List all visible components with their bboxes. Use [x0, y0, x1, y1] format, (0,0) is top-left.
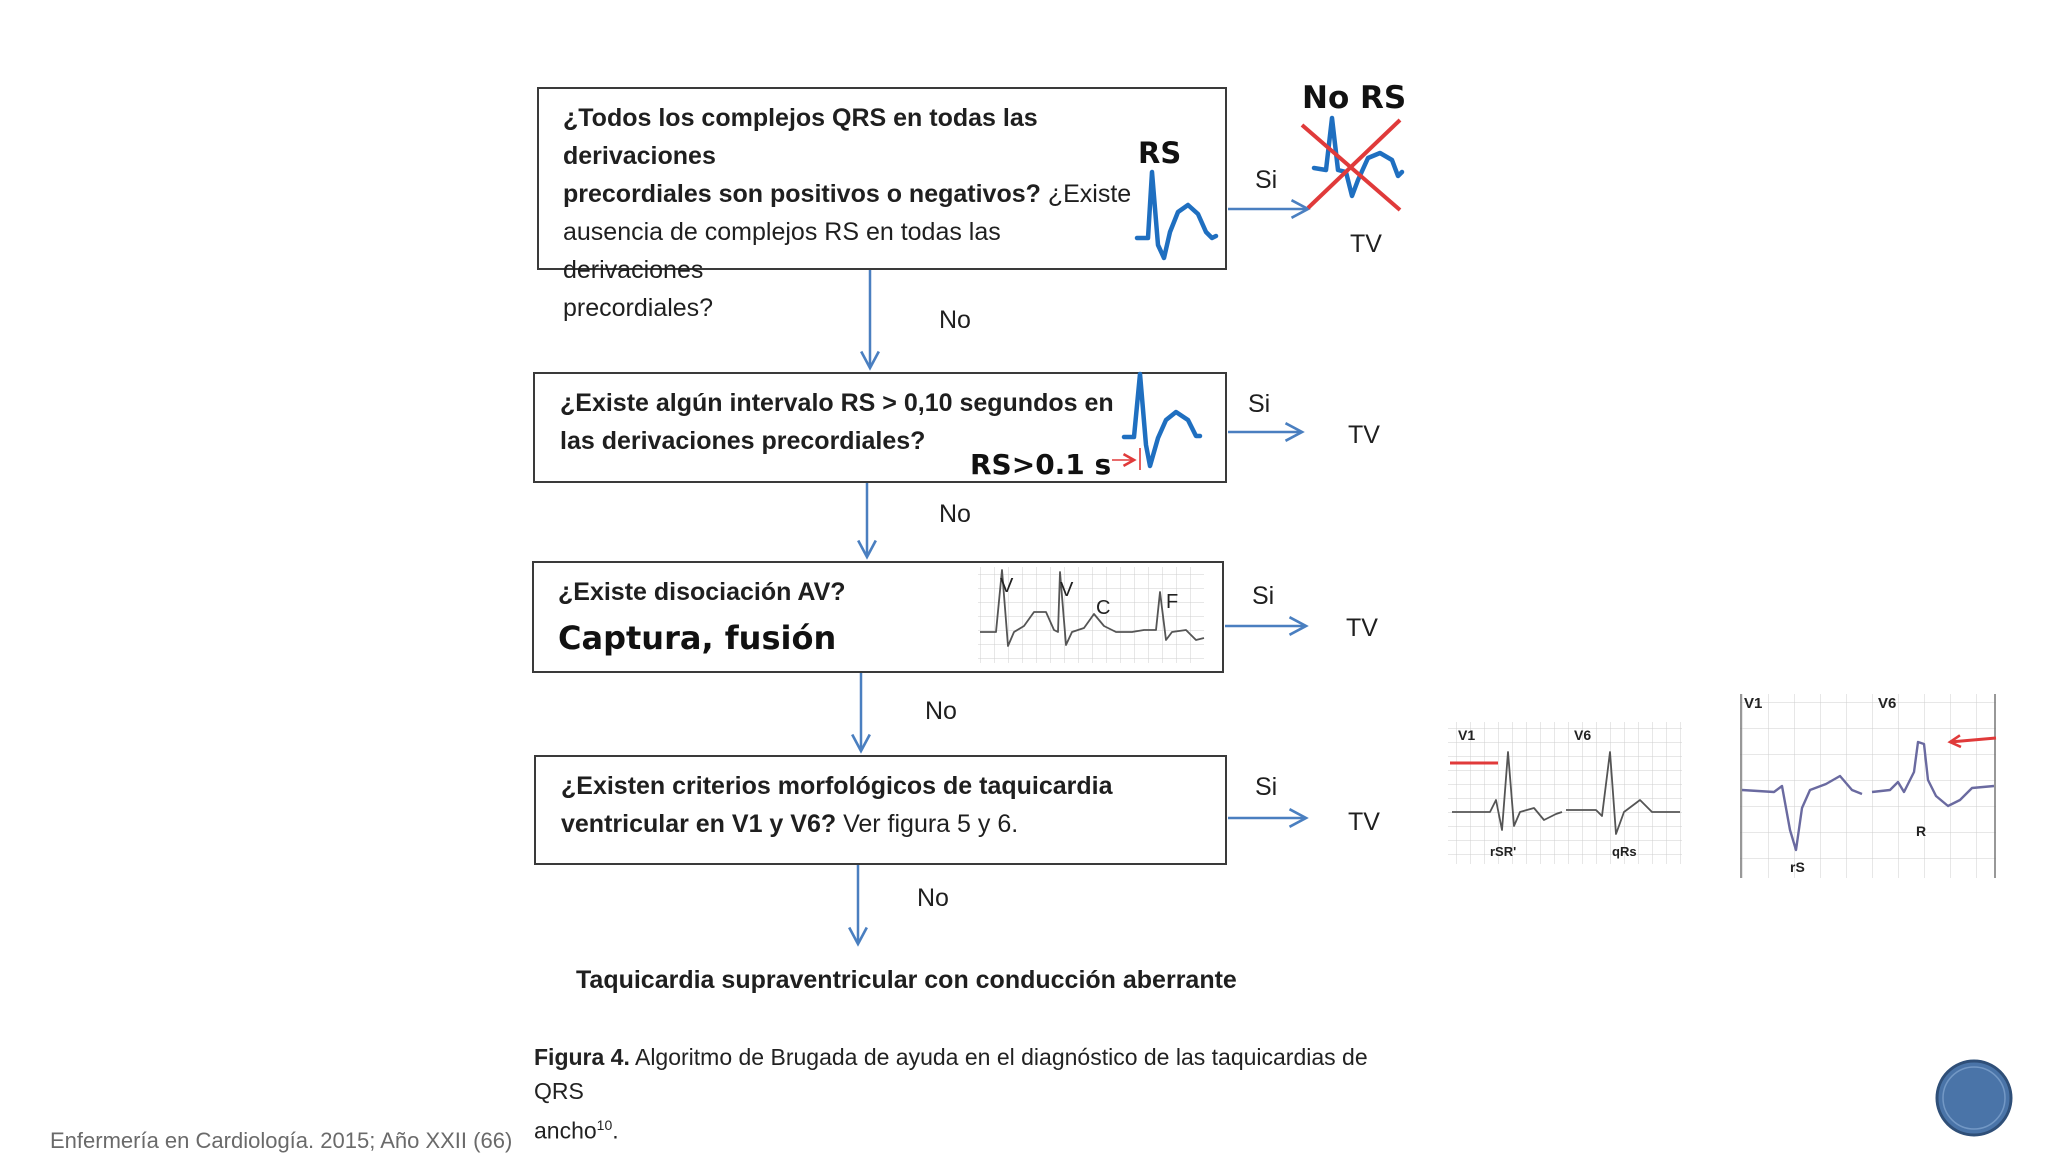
rs-wave-label: RS [1138, 136, 1182, 170]
ecg-label-v1: V [1000, 575, 1014, 597]
question-1-line1: ¿Todos los complejos QRS en todas las derivaciones [563, 104, 1038, 170]
q3-result-tv: TV [1346, 614, 1378, 642]
caption-end: . [612, 1117, 619, 1144]
rs-wave-2 [1124, 374, 1200, 466]
question-1-line3: ausencia de complejos RS en todas las derivaciones [563, 218, 1001, 284]
source-citation: Enfermería en Cardiología. 2015; Año XXII (66) [50, 1128, 513, 1153]
caption-bold: Figura 4. [534, 1044, 630, 1070]
q3-no-label: No [925, 697, 957, 725]
caption-sup: 10 [596, 1117, 613, 1133]
question-4-line2-rest: Ver figura 5 y 6. [836, 810, 1019, 838]
q1-yes-label: Si [1255, 166, 1278, 194]
caption-text: Algoritmo de Brugada de ayuda en el diagnóstico de las taquicardias de QRS [534, 1044, 1368, 1104]
q1-result-tv: TV [1350, 230, 1382, 258]
slide-badge [1937, 1061, 2011, 1135]
ecg-small-morph-a: rSR' [1490, 844, 1517, 859]
rs-interval-label: RS>0.1 s [970, 448, 1112, 481]
question-2-line2: las derivaciones precordiales? [560, 427, 926, 455]
q2-result-tv: TV [1348, 421, 1380, 449]
q3-yes-label: Si [1252, 582, 1275, 610]
ecg-small-lead-a: V1 [1458, 727, 1476, 743]
caption-line2: ancho [534, 1117, 597, 1144]
ecg-large-morph-a: rS [1790, 859, 1805, 875]
no-rs-label: No RS [1302, 80, 1407, 116]
question-1-line4: precordiales? [563, 294, 714, 322]
ecg-label-v2: V [1060, 579, 1074, 601]
q1-no-label: No [939, 306, 971, 334]
ecg-large-lead-b: V6 [1878, 695, 1897, 712]
ecg-large-lead-a: V1 [1744, 695, 1763, 712]
question-1-line2-bold: precordiales son positivos o negativos? [563, 180, 1041, 208]
question-2-line1: ¿Existe algún intervalo RS > 0,10 segundos en [560, 389, 1114, 417]
ecg-label-c: C [1096, 597, 1111, 619]
ecg-large-grid [1740, 694, 1996, 878]
final-result: Taquicardia supraventricular con conducción aberrante [576, 966, 1237, 994]
ecg-small-morph-b: qRs [1612, 844, 1637, 859]
ecg-small-grid [1448, 722, 1682, 864]
q4-yes-label: Si [1255, 773, 1278, 801]
q4-no-label: No [917, 884, 949, 912]
question-3-line1: ¿Existe disociación AV? [558, 578, 846, 606]
ecg-small-lead-b: V6 [1574, 727, 1592, 743]
rs-wave-1 [1137, 172, 1216, 258]
q2-yes-label: Si [1248, 390, 1271, 418]
q2-no-label: No [939, 500, 971, 528]
ecg-large-morph-b: R [1916, 823, 1927, 839]
question-1-line2-rest: ¿Existe [1040, 180, 1132, 208]
ecg-label-f: F [1166, 591, 1179, 613]
question-4-line1: ¿Existen criterios morfológicos de taquicardia [561, 772, 1113, 800]
question-4-line2-bold: ventricular en V1 y V6? [561, 810, 837, 838]
capture-fusion-label: Captura, fusión [558, 619, 837, 657]
q4-result-tv: TV [1348, 808, 1380, 836]
